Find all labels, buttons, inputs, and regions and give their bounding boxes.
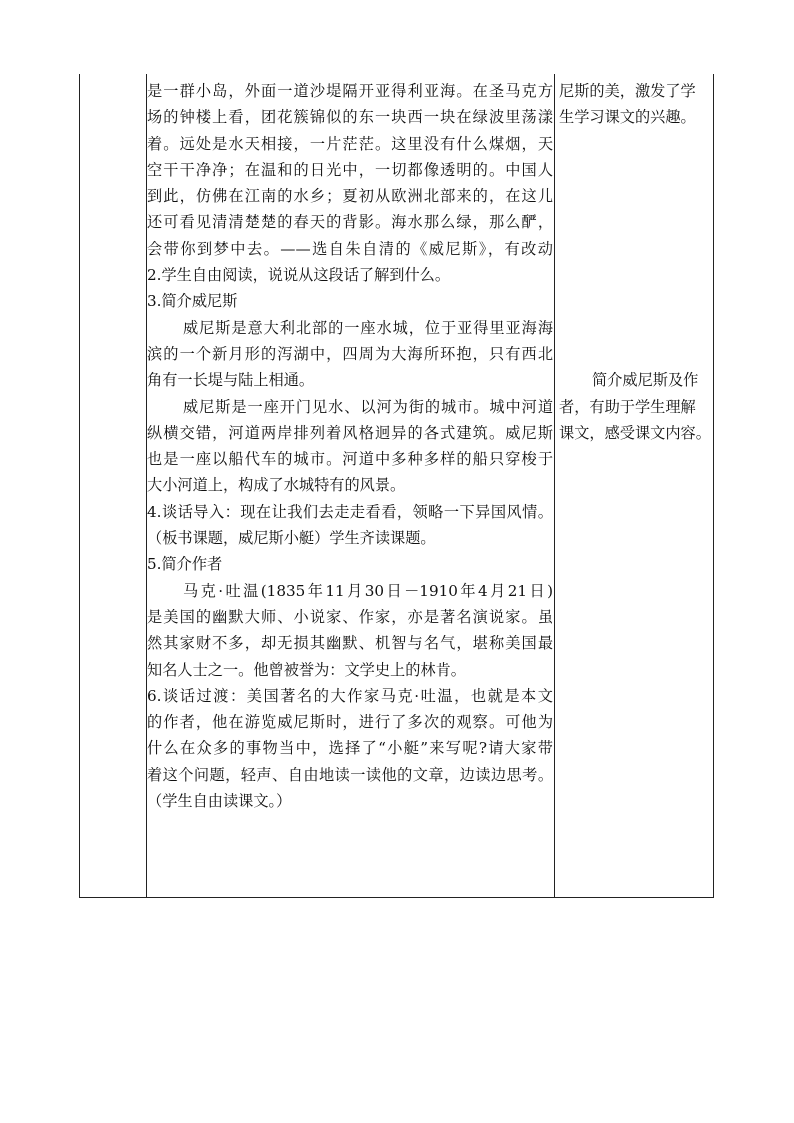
text-line: 滨的一个新月形的泻湖中，四周为大海所环抱，只有西北: [147, 344, 553, 363]
text-line: 着这个问题，轻声、自由地读一读他的文章，边读边思考。: [147, 765, 553, 784]
text-line: 纵横交错，河道两岸排列着风格迥异的各式建筑。威尼斯: [147, 423, 553, 442]
intent-line: 简介威尼斯及作: [592, 371, 699, 390]
text-line: 大小河道上，构成了水城特有的风景。: [147, 476, 406, 495]
step-5-heading: 5.简介作者: [147, 555, 223, 574]
teaching-process-cell: [147, 78, 553, 814]
text-line: （学生自由读课文。）: [147, 792, 292, 811]
text-line: 也是一座以船代车的城市。河道中多种多样的船只穿梭于: [147, 450, 553, 469]
table-border-left: [79, 74, 80, 898]
text-line: 角有一长堤与陆上相通。: [147, 371, 315, 390]
text-line: 然其家财不多，却无损其幽默、机智与名气，堪称美国最: [147, 634, 553, 653]
table-border-col2: [554, 74, 555, 898]
intent-line: 者，有助于学生理解: [559, 397, 696, 416]
step-4-text: 4.谈话导入：现在让我们去走走看看，领略一下异国风情。: [147, 502, 553, 521]
text-line: 是一群小岛，外面一道沙堤隔开亚得利亚海。在圣马克方: [147, 82, 553, 100]
text-line: 着。远处是水天相接，一片茫茫。这里没有什么煤烟，天: [147, 134, 553, 153]
text-line: 场的钟楼上看，团花簇锦似的东一块西一块在绿波里荡漾: [147, 108, 553, 127]
text-line: 的作者，他在游览威尼斯时，进行了多次的观察。可他为: [147, 713, 553, 732]
text-line: 威尼斯是意大利北部的一座水城，位于亚得里亚海海: [183, 318, 553, 337]
step-3-heading: 3.简介威尼斯: [147, 292, 238, 311]
text-line: 还可看见清清楚楚的春天的背影。海水那么绿，那么酽，: [147, 213, 553, 232]
text-line: 空干干净净；在温和的日光中，一切都像透明的。中国人: [147, 160, 553, 179]
text-line: 是美国的幽默大师、小说家、作家，亦是著名演说家。虽: [147, 607, 553, 626]
text-line: 到此，仿佛在江南的水乡；夏初从欧洲北部来的，在这儿: [147, 187, 553, 206]
text-line: 知名人士之一。他曾被誉为：文学史上的林肯。: [147, 660, 466, 679]
step-6-text: 6.谈话过渡：美国著名的大作家马克·吐温，也就是本文: [147, 686, 553, 705]
step-2-text: 2.学生自由阅读，说说从这段话了解到什么。: [147, 266, 451, 285]
intent-line: 生学习课文的兴趣。: [559, 108, 696, 127]
design-intent-cell: [559, 78, 713, 446]
text-line: （板书课题，威尼斯小艇）学生齐读课题。: [147, 529, 436, 548]
author-dates-line: 马克·吐温(1835年11月30日－1910年4月21日): [183, 581, 553, 600]
text-line: 什么在众多的事物当中，选择了“小艇”来写呢?请大家带: [147, 739, 553, 758]
intent-line: 课文，感受课文内容。: [559, 423, 711, 442]
text-line: 威尼斯是一座开门见水、以河为街的城市。城中河道: [183, 397, 553, 416]
intent-line: 尼斯的美，激发了学: [559, 82, 696, 100]
table-border-bottom: [79, 897, 714, 898]
table-border-right: [713, 74, 714, 898]
text-line: 会带你到梦中去。——选自朱自清的《威尼斯》，有改动: [147, 239, 553, 258]
